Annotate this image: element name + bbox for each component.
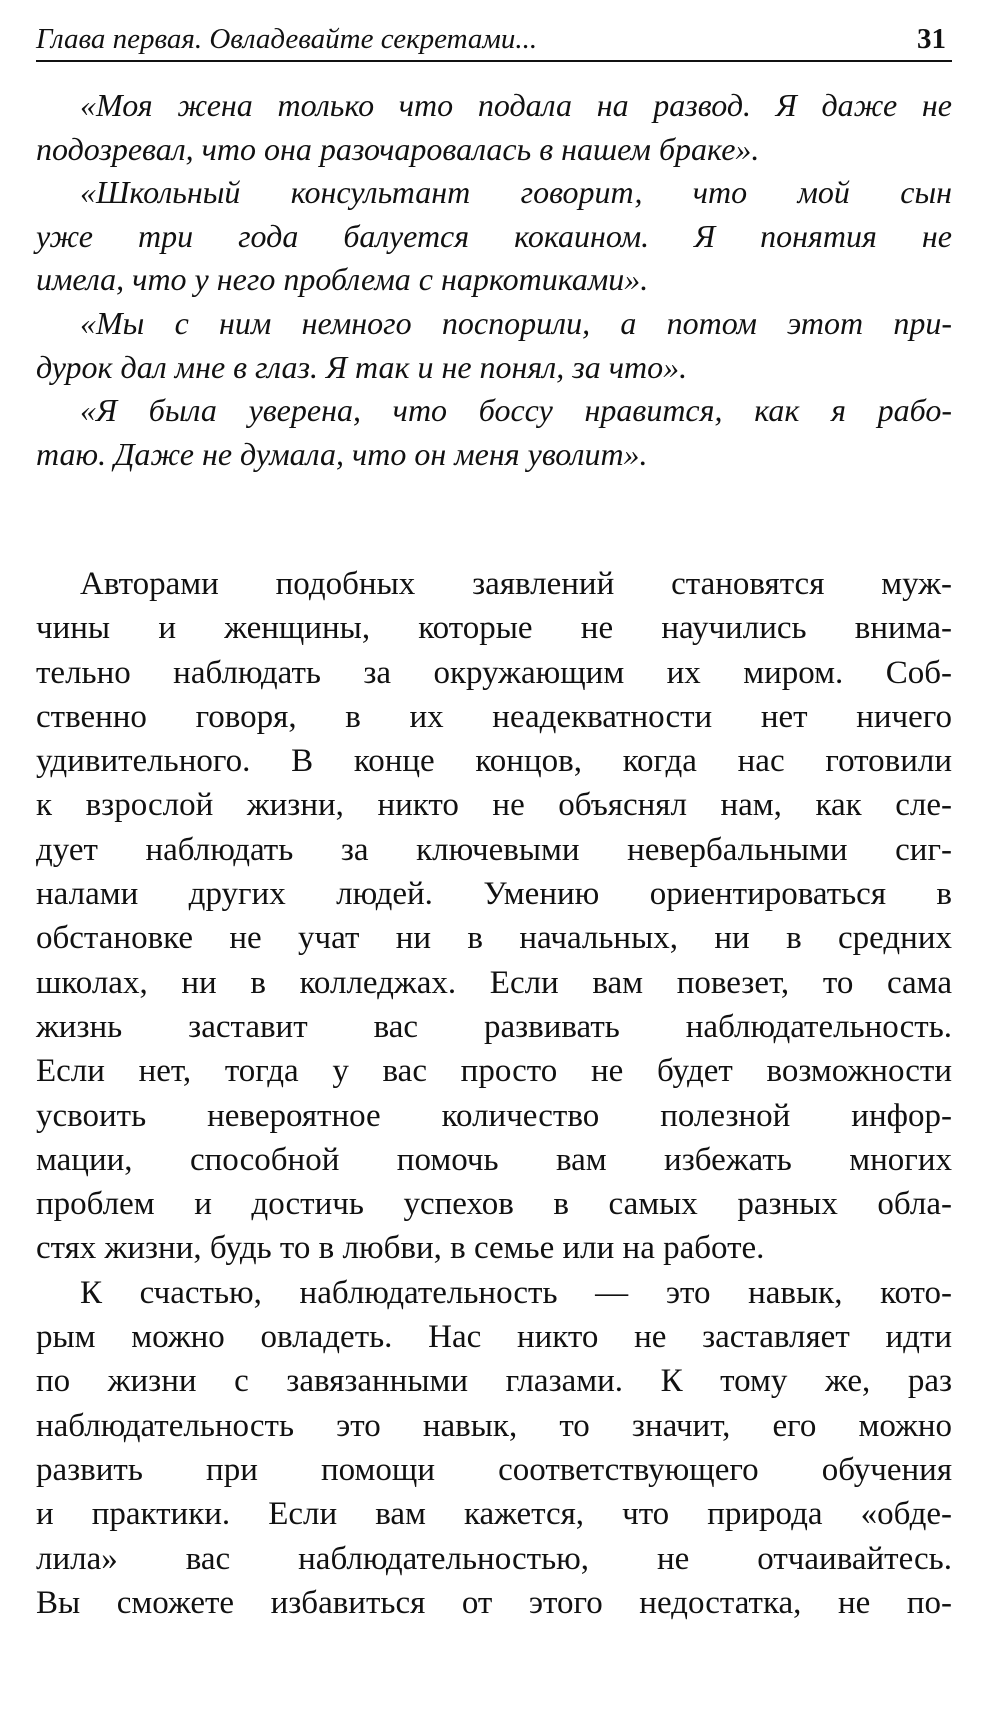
quote xyxy=(36,84,952,171)
quote xyxy=(36,171,952,302)
page-header xyxy=(36,14,952,62)
body-text xyxy=(36,562,952,1625)
paragraph-line: проблем и достичь успехов в самых разных обла- xyxy=(36,1186,952,1223)
paragraph-line: жизнь заставит вас развивать наблюдательность. xyxy=(36,1008,952,1045)
quote-line: таю. Даже не думала, что он меня уволит». xyxy=(36,435,648,472)
paragraph-line: тельно наблюдать за окружающим их миром. Соб- xyxy=(36,654,952,691)
paragraph-line: Авторами подобных заявлений становятся муж- xyxy=(80,566,952,602)
paragraph-line: стях жизни, будь то в любви, в семье или на работе. xyxy=(36,1230,765,1267)
quote-line: «Я была уверена, что боссу нравится, как я рабо- xyxy=(80,392,952,429)
paragraph-line: ственно говоря, в их неадекватности нет ничего xyxy=(36,698,952,735)
quotes-block xyxy=(36,84,952,476)
quote-line: «Школьный консультант говорит, что мой сын xyxy=(80,174,952,211)
page-number: 31 xyxy=(917,23,946,55)
paragraph-line: рым можно овладеть. Нас никто не заставляет идти xyxy=(36,1319,952,1356)
quote-line: «Мы с ним немного поспорили, а потом этот при- xyxy=(80,304,952,341)
paragraph-line: по жизни с завязанными глазами. К тому же, раз xyxy=(36,1363,952,1400)
paragraph-line: обстановке не учат ни в начальных, ни в средних xyxy=(36,920,952,957)
paragraph-line: Если нет, тогда у вас просто не будет возможности xyxy=(36,1053,952,1090)
paragraph-line: дует наблюдать за ключевыми невербальными сиг- xyxy=(36,831,952,868)
paragraph-line: удивительного. В конце концов, когда нас готовили xyxy=(36,743,952,780)
paragraph-line: наблюдательность это навык, то значит, его можно xyxy=(36,1407,952,1444)
paragraph-line: мации, способной помочь вам избежать многих xyxy=(36,1141,952,1178)
paragraph-line: и практики. Если вам кажется, что природа «обде- xyxy=(36,1496,952,1533)
paragraph-line: чины и женщины, которые не научились внима- xyxy=(36,610,952,647)
paragraph xyxy=(36,562,952,1271)
paragraph-line: школах, ни в колледжах. Если вам повезет, то сама xyxy=(36,964,952,1001)
quote xyxy=(36,389,952,476)
paragraph-line: к взрослой жизни, никто не объяснял нам, как сле- xyxy=(36,787,952,824)
paragraph-line: развить при помощи соответствующего обучения xyxy=(36,1451,952,1488)
paragraph xyxy=(36,1271,952,1625)
quote-line: дурок дал мне в глаз. Я так и не понял, за что». xyxy=(36,348,688,385)
quote-line: уже три года балуется кокаином. Я понятия не xyxy=(36,217,952,254)
quote xyxy=(36,302,952,389)
quote-line: подозревал, что она разочаровалась в нашем браке». xyxy=(36,130,760,167)
paragraph-line: Вы сможете избавиться от этого недостатка, не по- xyxy=(36,1584,952,1621)
paragraph-line: лила» вас наблюдательностью, не отчаивайтесь. xyxy=(36,1540,952,1577)
paragraph-line: усвоить невероятное количество полезной инфор- xyxy=(36,1097,952,1134)
paragraph-line: К счастью, наблюдательность — это навык, кото- xyxy=(80,1274,952,1311)
paragraph-line: налами других людей. Умению ориентироваться в xyxy=(36,876,952,913)
quote-line: «Моя жена только что подала на развод. Я даже не xyxy=(80,87,952,123)
quote-line: имела, что у него проблема с наркотиками». xyxy=(36,261,649,298)
running-title: Глава первая. Овладевайте секретами... xyxy=(36,23,538,55)
